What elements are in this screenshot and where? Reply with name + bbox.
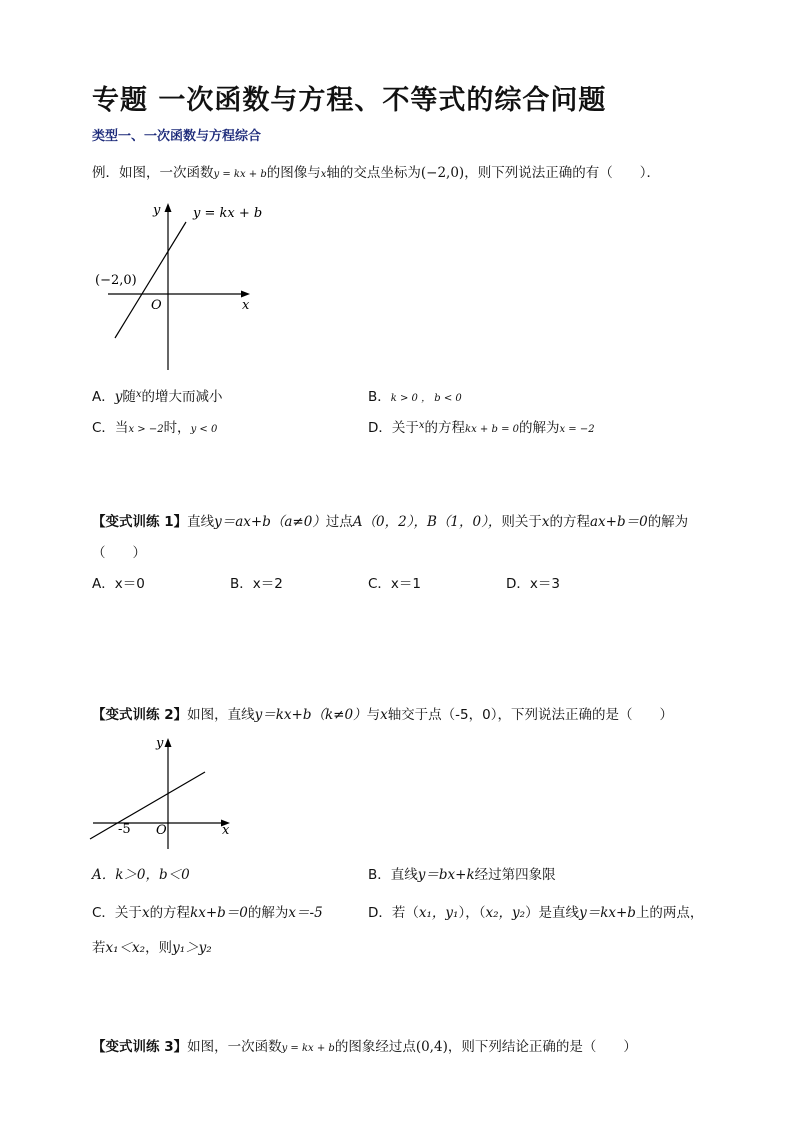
example-xvar: x bbox=[320, 169, 327, 180]
ex2-x: x bbox=[380, 707, 388, 723]
ex3-text-1: 如图，一次函数 bbox=[187, 1039, 282, 1055]
ex2-option-b bbox=[368, 863, 556, 883]
ex2-text-3: 轴交于点（-5，0），下列说法正确的是（ ） bbox=[387, 707, 673, 723]
option-b-math: k > 0 ， b < 0 bbox=[390, 393, 462, 404]
ex2-origin-label: O bbox=[156, 823, 167, 838]
ex1-option-b: B．x＝2 bbox=[230, 576, 283, 592]
ex2-option-d-prefix: D．若（ bbox=[368, 905, 419, 921]
ex2-option-c-sol: x＝-5 bbox=[288, 905, 323, 921]
ex2-option-c-post: 的解为 bbox=[247, 905, 289, 921]
option-d-mid: 的方程 bbox=[424, 420, 466, 436]
ex2-option-c bbox=[92, 901, 323, 921]
option-a-post: 的增大而减小 bbox=[141, 389, 223, 405]
option-c-prefix: C．当 bbox=[92, 420, 129, 436]
option-c-mid: 时， bbox=[163, 420, 191, 436]
ex2-option-d2-prefix: 若 bbox=[92, 940, 106, 956]
origin-label: O bbox=[151, 298, 162, 313]
y-axis-arrow bbox=[165, 203, 172, 212]
option-a-prefix: A． bbox=[92, 389, 115, 405]
ex2-text-2: 与 bbox=[366, 707, 381, 723]
example-graph bbox=[90, 195, 275, 375]
ex2-option-a bbox=[92, 863, 190, 883]
ex2-y-axis-label: y bbox=[156, 736, 164, 751]
option-a-y: y bbox=[114, 389, 123, 405]
ex2-option-c-prefix: C．关于 bbox=[92, 905, 142, 921]
example-prefix: 例．如图，一次函数 bbox=[92, 165, 214, 181]
ex2-option-a-text: A．k＞0，b＜0 bbox=[92, 867, 190, 883]
option-d-x: x bbox=[418, 420, 425, 431]
ex1-text-1: 直线 bbox=[187, 514, 215, 530]
example-option-b bbox=[368, 385, 462, 405]
ex2-option-d-func: y＝kx+b bbox=[579, 905, 636, 921]
section-heading: 类型一、一次函数与方程综合 bbox=[92, 129, 262, 144]
exercise-1-tag: 【变式训练 1】 bbox=[92, 514, 188, 530]
example-mid2: 轴的交点坐标为 bbox=[326, 165, 421, 181]
example-suffix: ，则下列说法正确的有（ ）． bbox=[464, 165, 660, 181]
ex1-option-a: A．x＝0 bbox=[92, 576, 145, 592]
point-label: (−2,0) bbox=[95, 273, 137, 288]
page-title: 专题 一次函数与方程、不等式的综合问题 bbox=[92, 85, 607, 116]
ex1-text-3: 则关于 bbox=[501, 514, 542, 530]
ex2-text-1: 如图，直线 bbox=[187, 707, 255, 723]
exercise-2-tag: 【变式训练 2】 bbox=[92, 707, 188, 723]
ex1-point-b: B（1，0）， bbox=[426, 514, 502, 530]
exercise-2-graph bbox=[88, 732, 238, 852]
example-option-d bbox=[368, 416, 595, 436]
ex2-option-b-prefix: B．直线 bbox=[368, 867, 418, 883]
ex2-function-line bbox=[90, 772, 205, 839]
ex2-point-label: -5 bbox=[118, 822, 131, 837]
ex3-func: y = kx + b bbox=[281, 1043, 335, 1054]
ex2-option-b-func: y＝bx+k bbox=[417, 867, 475, 883]
ex2-option-c-x: x bbox=[141, 905, 150, 921]
ex2-option-d-post: 上的两点， bbox=[635, 905, 704, 921]
option-d-prefix: D．关于 bbox=[368, 420, 419, 436]
ex2-option-d2-cond: x₁＜x₂ bbox=[105, 940, 146, 956]
ex1-eq: ax+b＝0 bbox=[589, 514, 648, 530]
ex1-option-d: D．x＝3 bbox=[506, 576, 560, 592]
option-b-prefix: B． bbox=[368, 389, 391, 405]
example-func: y = kx + b bbox=[213, 169, 267, 180]
ex2-option-d-p1: x₁，y₁ bbox=[418, 905, 459, 921]
ex1-text-2: 过点 bbox=[325, 514, 353, 530]
option-a-mid: 随 bbox=[122, 389, 136, 405]
ex1-text-5: 的解为 bbox=[647, 514, 689, 530]
exercise-3-tag: 【变式训练 3】 bbox=[92, 1039, 188, 1055]
example-option-a bbox=[92, 385, 223, 405]
x-axis-label: x bbox=[242, 298, 250, 313]
example-point: (−2,0) bbox=[420, 165, 465, 181]
x-axis-arrow bbox=[241, 291, 250, 298]
ex2-func: y＝kx+b bbox=[254, 707, 312, 723]
ex1-cond: （a≠0） bbox=[270, 514, 326, 530]
option-c-cond: x > −2 bbox=[128, 424, 164, 435]
ex2-option-d2-mid: ，则 bbox=[145, 940, 173, 956]
ex1-option-c: C．x＝1 bbox=[368, 576, 422, 592]
exercise-3-question bbox=[92, 1035, 637, 1055]
ex1-text-4: 的方程 bbox=[549, 514, 590, 530]
example-question bbox=[92, 161, 660, 181]
ex2-cond: （k≠0） bbox=[311, 707, 367, 723]
ex2-y-axis-arrow bbox=[165, 738, 172, 747]
example-option-c bbox=[92, 416, 217, 436]
exercise-1-question bbox=[92, 510, 688, 530]
ex2-option-d-p2: x₂，y₂ bbox=[485, 905, 526, 921]
ex1-x: x bbox=[541, 514, 550, 530]
ex2-option-d-mid2: ）是直线 bbox=[525, 905, 580, 921]
ex2-x-axis-label: x bbox=[222, 823, 230, 838]
line-label: y = kx + b bbox=[193, 206, 263, 221]
ex2-option-d bbox=[368, 901, 703, 921]
ex2-option-b-post: 经过第四象限 bbox=[474, 867, 556, 883]
example-mid1: 的图像与 bbox=[266, 165, 321, 181]
option-d-eq: kx + b = 0 bbox=[465, 424, 519, 435]
ex1-func: y＝ax+b bbox=[214, 514, 271, 530]
ex1-paren: （ ） bbox=[92, 545, 146, 561]
ex2-option-d2-res: y₁＞y₂ bbox=[172, 940, 212, 956]
ex2-option-d-continued bbox=[92, 936, 212, 956]
option-a-x: x bbox=[135, 389, 142, 400]
option-d-post: 的解为 bbox=[518, 420, 560, 436]
ex3-point: (0,4) bbox=[415, 1039, 448, 1055]
ex3-text-3: ，则下列结论正确的是（ ） bbox=[447, 1039, 637, 1055]
option-c-res: y < 0 bbox=[190, 424, 218, 435]
ex1-point-a: A（0，2）， bbox=[352, 514, 427, 530]
ex2-option-c-mid: 的方程 bbox=[149, 905, 191, 921]
option-d-sol: x = −2 bbox=[559, 424, 595, 435]
ex2-option-d-mid1: ），（ bbox=[458, 905, 486, 921]
ex2-option-c-eq: kx+b＝0 bbox=[190, 905, 248, 921]
ex3-text-2: 的图象经过点 bbox=[334, 1039, 416, 1055]
y-axis-label: y bbox=[153, 203, 161, 218]
exercise-2-question bbox=[92, 703, 673, 723]
